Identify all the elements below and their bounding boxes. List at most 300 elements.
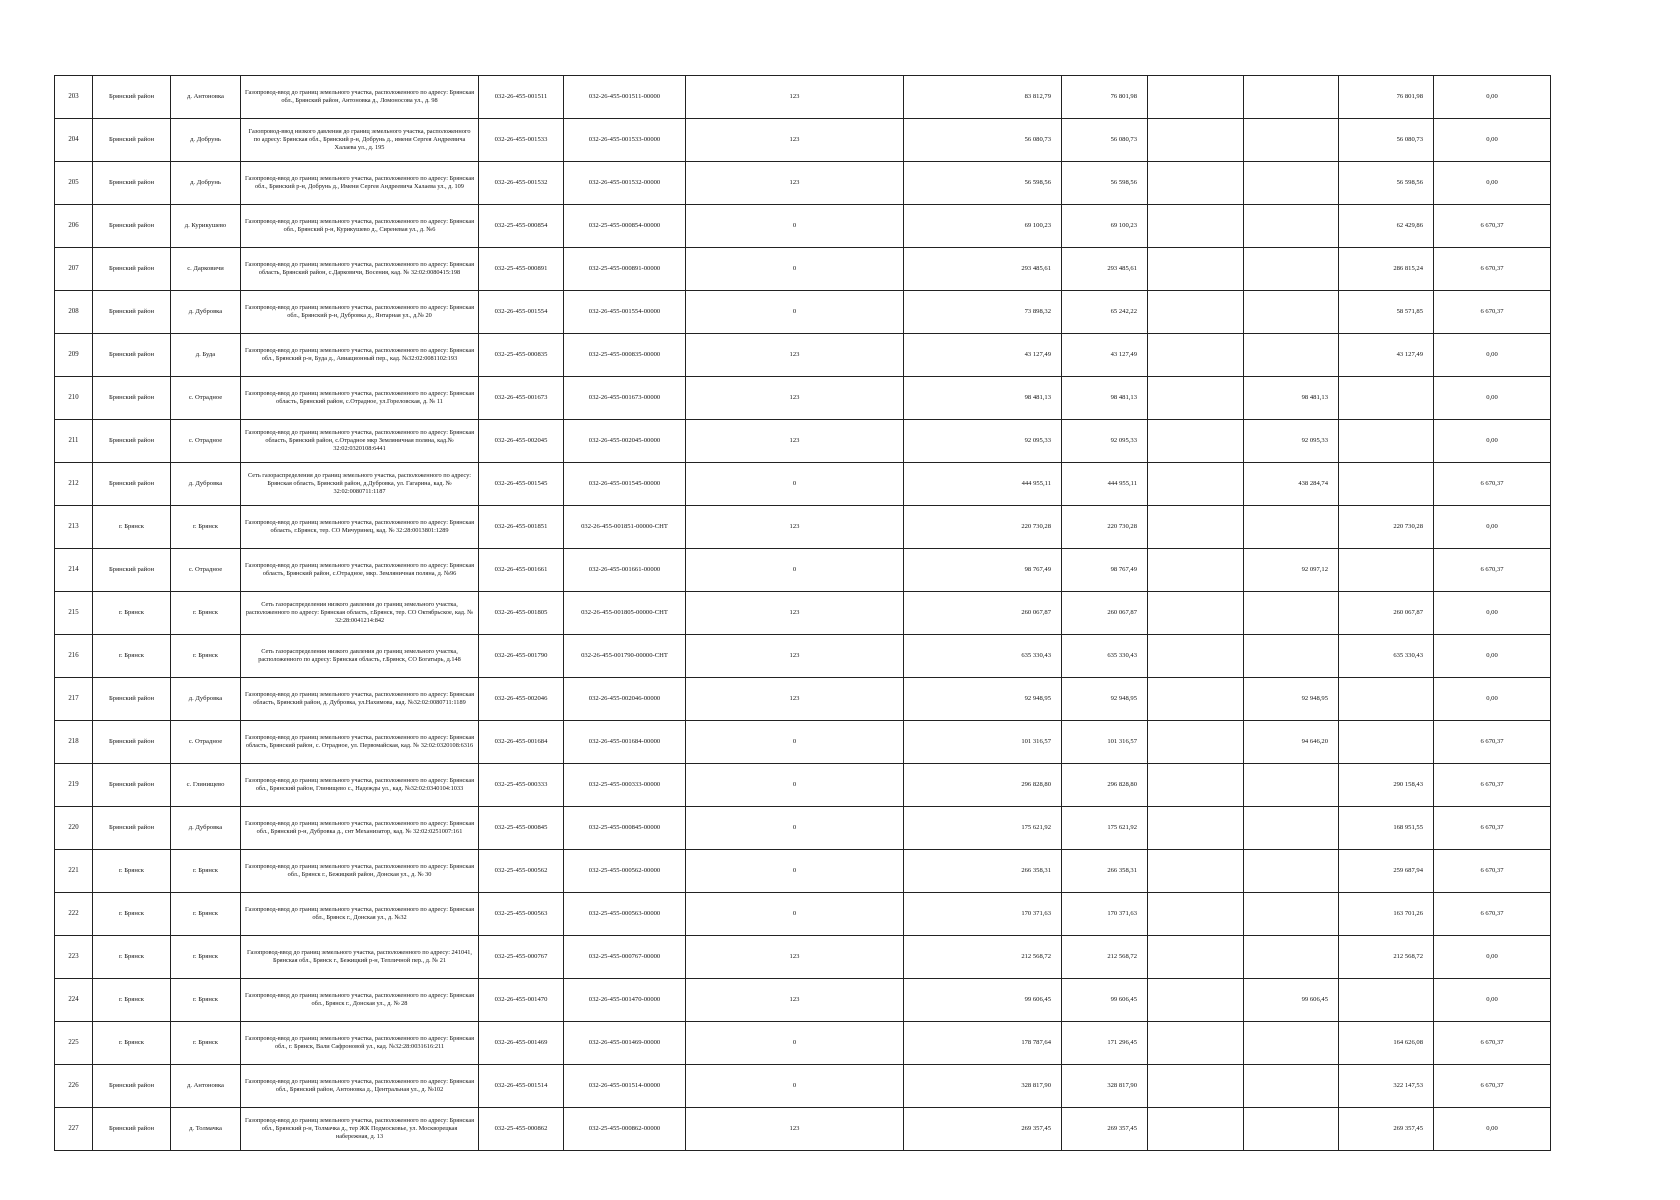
cell-inventory-number: 032-25-455-000891-00000	[564, 248, 686, 291]
cell-number: 227	[55, 1108, 93, 1151]
cell-amount-3	[1148, 807, 1244, 850]
cell-amount-2: 101 316,57	[1062, 721, 1148, 764]
cell-code: 123	[686, 635, 904, 678]
cell-district: г. Брянск	[93, 936, 171, 979]
cell-amount-6: 0,00	[1434, 592, 1551, 635]
cell-district: г. Брянск	[93, 1022, 171, 1065]
cell-code: 0	[686, 1022, 904, 1065]
cell-code: 0	[686, 893, 904, 936]
cell-cadastral-number: 032-25-455-000563	[479, 893, 564, 936]
cell-amount-5: 322 147,53	[1339, 1065, 1434, 1108]
cell-address: Газопровод-ввод до границ земельного участка, расположенного по адресу: Брянская обл., Брянский р-н, Курикушево д., Сиреневая ул., д. №6	[241, 205, 479, 248]
cell-amount-5: 56 080,73	[1339, 119, 1434, 162]
cell-code: 0	[686, 463, 904, 506]
cell-settlement: г. Брянск	[171, 635, 241, 678]
cell-inventory-number: 032-26-455-001532-00000	[564, 162, 686, 205]
cell-code: 0	[686, 807, 904, 850]
cell-amount-4	[1244, 1022, 1339, 1065]
cell-inventory-number: 032-26-455-001511-00000	[564, 76, 686, 119]
cell-amount-3	[1148, 291, 1244, 334]
cell-amount-5	[1339, 721, 1434, 764]
cell-district: Брянский район	[93, 1108, 171, 1151]
cell-amount-4	[1244, 119, 1339, 162]
cell-cadastral-number: 032-26-455-001554	[479, 291, 564, 334]
cell-settlement: д. Дубровка	[171, 807, 241, 850]
cell-inventory-number: 032-25-455-000333-00000	[564, 764, 686, 807]
cell-amount-2: 171 296,45	[1062, 1022, 1148, 1065]
cell-settlement: д. Курикушево	[171, 205, 241, 248]
cell-district: г. Брянск	[93, 506, 171, 549]
cell-amount-5: 43 127,49	[1339, 334, 1434, 377]
cell-amount-5: 62 429,86	[1339, 205, 1434, 248]
cell-amount-2: 260 067,87	[1062, 592, 1148, 635]
cell-amount-3	[1148, 420, 1244, 463]
cell-amount-6: 6 670,37	[1434, 248, 1551, 291]
cell-settlement: д. Толмачка	[171, 1108, 241, 1151]
table-row	[55, 76, 1551, 119]
cell-amount-2: 56 598,56	[1062, 162, 1148, 205]
table-row	[55, 205, 1551, 248]
cell-address: Газопровод-ввод до границ земельного участка, расположенного по адресу: Брянская обл., г. Брянск, Вали Сафроновой ул., кад. №32:28:0031616:211	[241, 1022, 479, 1065]
cell-amount-1: 178 787,64	[904, 1022, 1062, 1065]
cell-cadastral-number: 032-26-455-001790	[479, 635, 564, 678]
cell-amount-5: 220 730,28	[1339, 506, 1434, 549]
table-row	[55, 850, 1551, 893]
table-row	[55, 721, 1551, 764]
cell-amount-6: 6 670,37	[1434, 549, 1551, 592]
cell-amount-4	[1244, 162, 1339, 205]
cell-amount-6: 6 670,37	[1434, 205, 1551, 248]
cell-number: 212	[55, 463, 93, 506]
cell-amount-5	[1339, 979, 1434, 1022]
cell-amount-5	[1339, 377, 1434, 420]
cell-amount-3	[1148, 893, 1244, 936]
cell-amount-2: 56 080,73	[1062, 119, 1148, 162]
cell-district: Брянский район	[93, 420, 171, 463]
cell-amount-3	[1148, 721, 1244, 764]
table-body	[55, 76, 1551, 1151]
cell-inventory-number: 032-26-455-001673-00000	[564, 377, 686, 420]
cell-amount-1: 56 080,73	[904, 119, 1062, 162]
cell-inventory-number: 032-25-455-000767-00000	[564, 936, 686, 979]
cell-cadastral-number: 032-26-455-001511	[479, 76, 564, 119]
table-row	[55, 1065, 1551, 1108]
cell-district: г. Брянск	[93, 850, 171, 893]
cell-district: Брянский район	[93, 205, 171, 248]
table-row	[55, 162, 1551, 205]
cell-amount-4	[1244, 76, 1339, 119]
cell-address: Газопровод-ввод до границ земельного участка, расположенного по адресу: Брянская обл., Брянский р-н, Дубровка д., Янтарная ул., д.№ 20	[241, 291, 479, 334]
cell-cadastral-number: 032-26-455-001533	[479, 119, 564, 162]
cell-amount-3	[1148, 592, 1244, 635]
cell-cadastral-number: 032-25-455-000862	[479, 1108, 564, 1151]
cell-district: Брянский район	[93, 764, 171, 807]
cell-amount-4: 92 948,95	[1244, 678, 1339, 721]
cell-district: Брянский район	[93, 1065, 171, 1108]
cell-code: 123	[686, 506, 904, 549]
table-row	[55, 807, 1551, 850]
cell-amount-1: 444 955,11	[904, 463, 1062, 506]
cell-cadastral-number: 032-26-455-001673	[479, 377, 564, 420]
cell-amount-3	[1148, 850, 1244, 893]
cell-amount-2: 98 767,49	[1062, 549, 1148, 592]
cell-code: 0	[686, 850, 904, 893]
cell-settlement: д. Добрунь	[171, 119, 241, 162]
cell-amount-6: 0,00	[1434, 1108, 1551, 1151]
cell-amount-1: 98 481,13	[904, 377, 1062, 420]
cell-inventory-number: 032-25-455-000862-00000	[564, 1108, 686, 1151]
table-row	[55, 506, 1551, 549]
cell-amount-2: 296 828,80	[1062, 764, 1148, 807]
cell-amount-1: 328 817,90	[904, 1065, 1062, 1108]
table-row	[55, 334, 1551, 377]
cell-inventory-number: 032-25-455-000835-00000	[564, 334, 686, 377]
cell-code: 123	[686, 678, 904, 721]
cell-address: Газопровод-ввод до границ земельного участка, расположенного по адресу: Брянская обл., Брянск г., Донская ул., д. №32	[241, 893, 479, 936]
cell-number: 209	[55, 334, 93, 377]
cell-district: г. Брянск	[93, 979, 171, 1022]
cell-number: 206	[55, 205, 93, 248]
cell-amount-1: 293 485,61	[904, 248, 1062, 291]
cell-address: Газопровод-ввод до границ земельного участка, расположенного по адресу: Брянская область, Брянский район, с.Дарковичи, Восения, кад. № 32:02:0080415:198	[241, 248, 479, 291]
cell-amount-1: 266 358,31	[904, 850, 1062, 893]
cell-amount-5	[1339, 463, 1434, 506]
cell-inventory-number: 032-25-455-000854-00000	[564, 205, 686, 248]
cell-amount-6: 6 670,37	[1434, 1065, 1551, 1108]
cell-district: Брянский район	[93, 248, 171, 291]
cell-number: 215	[55, 592, 93, 635]
cell-number: 221	[55, 850, 93, 893]
cell-code: 123	[686, 979, 904, 1022]
cell-district: Брянский район	[93, 463, 171, 506]
cell-settlement: д. Добрунь	[171, 162, 241, 205]
cell-amount-4	[1244, 807, 1339, 850]
cell-amount-3	[1148, 248, 1244, 291]
cell-address: Газопровод-ввод до границ земельного участка, расположенного по адресу: Брянская обл., Брянский район, Антоновка д., Центральная ул., д. №102	[241, 1065, 479, 1108]
cell-cadastral-number: 032-26-455-001532	[479, 162, 564, 205]
cell-amount-6: 0,00	[1434, 420, 1551, 463]
cell-amount-1: 269 357,45	[904, 1108, 1062, 1151]
cell-settlement: г. Брянск	[171, 1022, 241, 1065]
cell-amount-3	[1148, 549, 1244, 592]
cell-code: 123	[686, 119, 904, 162]
cell-district: Брянский район	[93, 291, 171, 334]
cell-cadastral-number: 032-26-455-002046	[479, 678, 564, 721]
cell-amount-4: 99 606,45	[1244, 979, 1339, 1022]
cell-code: 0	[686, 1065, 904, 1108]
cell-amount-6: 6 670,37	[1434, 291, 1551, 334]
cell-settlement: г. Брянск	[171, 592, 241, 635]
cell-cadastral-number: 032-26-455-001470	[479, 979, 564, 1022]
cell-amount-4	[1244, 635, 1339, 678]
cell-cadastral-number: 032-25-455-000562	[479, 850, 564, 893]
cell-inventory-number: 032-26-455-001661-00000	[564, 549, 686, 592]
cell-amount-5: 290 158,43	[1339, 764, 1434, 807]
cell-inventory-number: 032-25-455-000563-00000	[564, 893, 686, 936]
cell-district: Брянский район	[93, 119, 171, 162]
cell-amount-1: 92 948,95	[904, 678, 1062, 721]
cell-amount-6: 0,00	[1434, 377, 1551, 420]
cell-number: 219	[55, 764, 93, 807]
cell-settlement: д. Дубровка	[171, 678, 241, 721]
cell-cadastral-number: 032-26-455-001514	[479, 1065, 564, 1108]
cell-number: 207	[55, 248, 93, 291]
cell-amount-6: 0,00	[1434, 635, 1551, 678]
table-row	[55, 377, 1551, 420]
cell-amount-6: 6 670,37	[1434, 463, 1551, 506]
cell-amount-2: 92 095,33	[1062, 420, 1148, 463]
cell-settlement: г. Брянск	[171, 850, 241, 893]
cell-address: Газопровод-ввод до границ земельного участка, расположенного по адресу: Брянская область, Брянский район, д. Дубровка, ул.Нахимова, кад. №32:02:0080711:1189	[241, 678, 479, 721]
cell-amount-6: 6 670,37	[1434, 1022, 1551, 1065]
cell-code: 123	[686, 420, 904, 463]
cell-cadastral-number: 032-25-455-000845	[479, 807, 564, 850]
cell-inventory-number: 032-26-455-001684-00000	[564, 721, 686, 764]
cell-amount-3	[1148, 334, 1244, 377]
cell-amount-5: 269 357,45	[1339, 1108, 1434, 1151]
cell-address: Сеть газораспределения низкого давления до границ земельного участка, расположенного по адресу: Брянская область, г.Брянск, тер. СО Октябрьское, кад. № 32:28:0041214:842	[241, 592, 479, 635]
cell-address: Сеть газораспределения до границ земельного участка, расположенного по адресу: Брянская область, Брянский район, д.Дубровка, ул. Гагарина, кад. № 32:02:0080711:1187	[241, 463, 479, 506]
cell-amount-6: 0,00	[1434, 506, 1551, 549]
cell-number: 205	[55, 162, 93, 205]
cell-code: 123	[686, 592, 904, 635]
cell-address: Газопровод-ввод до границ земельного участка, расположенного по адресу: Брянская обл., Брянск г., Бежицкий район, Донская ул., д. № 30	[241, 850, 479, 893]
table-row	[55, 893, 1551, 936]
cell-amount-6: 6 670,37	[1434, 721, 1551, 764]
cell-settlement: с. Отрадное	[171, 549, 241, 592]
cell-settlement: д. Дубровка	[171, 463, 241, 506]
cell-code: 0	[686, 291, 904, 334]
cell-amount-6: 6 670,37	[1434, 893, 1551, 936]
table-row	[55, 1022, 1551, 1065]
cell-amount-1: 98 767,49	[904, 549, 1062, 592]
cell-district: Брянский район	[93, 377, 171, 420]
cell-amount-6: 6 670,37	[1434, 764, 1551, 807]
cell-amount-3	[1148, 1108, 1244, 1151]
cell-amount-2: 212 568,72	[1062, 936, 1148, 979]
cell-number: 211	[55, 420, 93, 463]
cell-number: 216	[55, 635, 93, 678]
cell-amount-1: 83 812,79	[904, 76, 1062, 119]
cell-amount-6: 0,00	[1434, 936, 1551, 979]
cell-address: Газопровод-ввод до границ земельного участка, расположенного по адресу: Брянская область, г.Брянск, тер. СО Мичуринец, кад. № 32:28:0013801:1289	[241, 506, 479, 549]
cell-amount-4	[1244, 205, 1339, 248]
cell-cadastral-number: 032-26-455-002045	[479, 420, 564, 463]
cell-amount-1: 212 568,72	[904, 936, 1062, 979]
cell-amount-4	[1244, 506, 1339, 549]
table-row	[55, 592, 1551, 635]
cell-amount-2: 220 730,28	[1062, 506, 1148, 549]
cell-cadastral-number: 032-26-455-001805	[479, 592, 564, 635]
cell-settlement: с. Отрадное	[171, 721, 241, 764]
cell-code: 0	[686, 549, 904, 592]
cell-amount-1: 99 606,45	[904, 979, 1062, 1022]
cell-district: г. Брянск	[93, 635, 171, 678]
cell-amount-4	[1244, 291, 1339, 334]
cell-code: 123	[686, 377, 904, 420]
cell-amount-3	[1148, 979, 1244, 1022]
cell-code: 123	[686, 1108, 904, 1151]
cell-settlement: г. Брянск	[171, 936, 241, 979]
cell-address: Газопровод-ввод до границ земельного участка, расположенного по адресу: Брянская область, Брянский район, с.Отрадное, мкр. Земляничная поляна, д. №96	[241, 549, 479, 592]
cell-amount-2: 293 485,61	[1062, 248, 1148, 291]
cell-district: Брянский район	[93, 162, 171, 205]
cell-district: Брянский район	[93, 721, 171, 764]
cell-number: 208	[55, 291, 93, 334]
cell-number: 203	[55, 76, 93, 119]
cell-amount-1: 635 330,43	[904, 635, 1062, 678]
cell-amount-1: 101 316,57	[904, 721, 1062, 764]
cell-amount-6: 0,00	[1434, 979, 1551, 1022]
cell-district: г. Брянск	[93, 893, 171, 936]
cell-number: 213	[55, 506, 93, 549]
cell-amount-3	[1148, 764, 1244, 807]
table-row	[55, 936, 1551, 979]
cell-amount-4	[1244, 764, 1339, 807]
cell-amount-5: 56 598,56	[1339, 162, 1434, 205]
cell-code: 0	[686, 248, 904, 291]
cell-code: 0	[686, 205, 904, 248]
cell-amount-4	[1244, 334, 1339, 377]
cell-amount-4	[1244, 592, 1339, 635]
cell-amount-3	[1148, 205, 1244, 248]
cell-settlement: д. Антоновка	[171, 1065, 241, 1108]
cell-number: 226	[55, 1065, 93, 1108]
cell-number: 224	[55, 979, 93, 1022]
cell-amount-6: 6 670,37	[1434, 850, 1551, 893]
cell-number: 217	[55, 678, 93, 721]
cell-number: 220	[55, 807, 93, 850]
cell-amount-5	[1339, 420, 1434, 463]
cell-amount-3	[1148, 463, 1244, 506]
cell-code: 123	[686, 76, 904, 119]
cell-inventory-number: 032-26-455-001545-00000	[564, 463, 686, 506]
cell-amount-4: 94 646,20	[1244, 721, 1339, 764]
cell-code: 0	[686, 764, 904, 807]
cell-settlement: д. Буда	[171, 334, 241, 377]
cell-amount-5: 635 330,43	[1339, 635, 1434, 678]
cell-amount-4	[1244, 1065, 1339, 1108]
cell-number: 223	[55, 936, 93, 979]
table-row	[55, 979, 1551, 1022]
cell-number: 210	[55, 377, 93, 420]
cell-amount-1: 260 067,87	[904, 592, 1062, 635]
cell-amount-2: 635 330,43	[1062, 635, 1148, 678]
cell-address: Газопровод-ввод до границ земельного участка, расположенного по адресу: Брянская обл., Брянский р-н, Толмачка д., тер ЖК Подмосковье, ул. Москворецкая набережная, д. 13	[241, 1108, 479, 1151]
table-row	[55, 635, 1551, 678]
cell-amount-2: 92 948,95	[1062, 678, 1148, 721]
cell-cadastral-number: 032-25-455-000333	[479, 764, 564, 807]
cell-amount-2: 65 242,22	[1062, 291, 1148, 334]
cell-amount-2: 175 621,92	[1062, 807, 1148, 850]
cell-address: Сеть газораспределения низкого давления до границ земельного участка, расположенного по адресу: Брянская область, г.Брянск, СО Богатырь, д.148	[241, 635, 479, 678]
register-table	[54, 75, 1551, 1151]
cell-amount-2: 69 100,23	[1062, 205, 1148, 248]
cell-amount-6: 0,00	[1434, 76, 1551, 119]
cell-amount-6: 6 670,37	[1434, 807, 1551, 850]
cell-amount-3	[1148, 1022, 1244, 1065]
cell-amount-5: 164 626,08	[1339, 1022, 1434, 1065]
table-row	[55, 420, 1551, 463]
cell-district: Брянский район	[93, 678, 171, 721]
cell-inventory-number: 032-26-455-001554-00000	[564, 291, 686, 334]
cell-amount-5: 168 951,55	[1339, 807, 1434, 850]
cell-amount-4	[1244, 893, 1339, 936]
cell-amount-4: 438 284,74	[1244, 463, 1339, 506]
cell-amount-5: 259 687,94	[1339, 850, 1434, 893]
cell-amount-4: 92 095,33	[1244, 420, 1339, 463]
cell-district: Брянский район	[93, 76, 171, 119]
cell-address: Газопровод-ввод низкого давления до границ земельного участка, расположенного по адресу: Брянская обл., Брянский р-н, Добрунь д., имени Сергея Андреевича Халаева ул., д. 195	[241, 119, 479, 162]
cell-inventory-number: 032-26-455-001851-00000-СНТ	[564, 506, 686, 549]
cell-cadastral-number: 032-26-455-001851	[479, 506, 564, 549]
cell-inventory-number: 032-25-455-000845-00000	[564, 807, 686, 850]
cell-inventory-number: 032-26-455-001470-00000	[564, 979, 686, 1022]
cell-address: Газопровод-ввод до границ земельного участка, расположенного по адресу: Брянская обл., Брянский район, Антоновка д., Ломоносова ул., д. 98	[241, 76, 479, 119]
cell-amount-1: 43 127,49	[904, 334, 1062, 377]
cell-amount-2: 98 481,13	[1062, 377, 1148, 420]
document-sheet	[54, 75, 1550, 1151]
cell-amount-1: 220 730,28	[904, 506, 1062, 549]
cell-settlement: д. Антоновка	[171, 76, 241, 119]
cell-amount-1: 73 898,32	[904, 291, 1062, 334]
cell-amount-5: 286 815,24	[1339, 248, 1434, 291]
cell-amount-4	[1244, 248, 1339, 291]
cell-amount-4: 92 097,12	[1244, 549, 1339, 592]
cell-amount-3	[1148, 936, 1244, 979]
table-row	[55, 463, 1551, 506]
cell-number: 222	[55, 893, 93, 936]
cell-cadastral-number: 032-25-455-000891	[479, 248, 564, 291]
cell-settlement: д. Дубровка	[171, 291, 241, 334]
cell-cadastral-number: 032-26-455-001545	[479, 463, 564, 506]
cell-district: г. Брянск	[93, 592, 171, 635]
cell-amount-3	[1148, 506, 1244, 549]
cell-amount-5	[1339, 549, 1434, 592]
cell-settlement: г. Брянск	[171, 893, 241, 936]
cell-address: Газопровод-ввод до границ земельного участка, расположенного по адресу: Брянская обл., Брянск г., Донская ул., д. № 28	[241, 979, 479, 1022]
cell-inventory-number: 032-26-455-001514-00000	[564, 1065, 686, 1108]
table-row	[55, 678, 1551, 721]
cell-amount-6: 0,00	[1434, 334, 1551, 377]
cell-code: 0	[686, 721, 904, 764]
cell-number: 204	[55, 119, 93, 162]
cell-settlement: г. Брянск	[171, 506, 241, 549]
cell-inventory-number: 032-25-455-000562-00000	[564, 850, 686, 893]
cell-cadastral-number: 032-26-455-001684	[479, 721, 564, 764]
cell-number: 218	[55, 721, 93, 764]
cell-amount-5: 212 568,72	[1339, 936, 1434, 979]
cell-inventory-number: 032-26-455-001805-00000-СНТ	[564, 592, 686, 635]
cell-amount-4	[1244, 936, 1339, 979]
cell-amount-5: 58 571,85	[1339, 291, 1434, 334]
cell-amount-4: 98 481,13	[1244, 377, 1339, 420]
cell-amount-1: 296 828,80	[904, 764, 1062, 807]
cell-amount-2: 99 606,45	[1062, 979, 1148, 1022]
table-row	[55, 764, 1551, 807]
cell-amount-1: 56 598,56	[904, 162, 1062, 205]
cell-amount-5: 76 801,98	[1339, 76, 1434, 119]
cell-settlement: с. Отрадное	[171, 377, 241, 420]
cell-amount-2: 266 358,31	[1062, 850, 1148, 893]
cell-address: Газопровод-ввод до границ земельного участка, расположенного по адресу: Брянская обл., Брянский район, Глинищево с., Надежды ул., кад. №32:02:0340104:1033	[241, 764, 479, 807]
cell-amount-4	[1244, 1108, 1339, 1151]
cell-amount-2: 444 955,11	[1062, 463, 1148, 506]
cell-address: Газопровод-ввод до границ земельного участка, расположенного по адресу: Брянская область, Брянский район, с. Отрадное, ул. Первомайская, кад. № 32:02:0320108:6316	[241, 721, 479, 764]
cell-amount-6: 0,00	[1434, 678, 1551, 721]
cell-amount-3	[1148, 635, 1244, 678]
cell-settlement: с. Дарковичи	[171, 248, 241, 291]
